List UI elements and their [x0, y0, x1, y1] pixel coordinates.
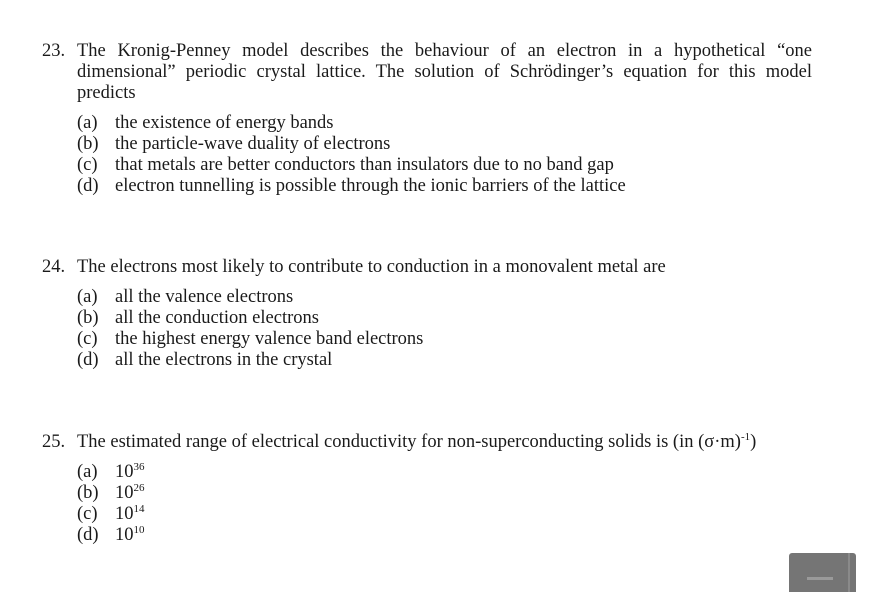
- question-text: The electrons most likely to contribute to conduction in a monovalent metal are: [77, 257, 666, 277]
- unit-exponent: -1: [740, 431, 751, 443]
- option-label: (c): [77, 155, 98, 175]
- option-label: (a): [77, 287, 98, 307]
- option-label: (a): [77, 113, 98, 133]
- power-exponent: 26: [133, 482, 145, 494]
- option-text: the highest energy valence band electrons: [115, 329, 424, 349]
- question-text: [77, 432, 812, 453]
- option-b: [77, 134, 812, 155]
- question-number: 24.: [42, 257, 66, 277]
- option-label: (b): [77, 134, 99, 154]
- option-text: all the valence electrons: [115, 287, 294, 307]
- option-label: (d): [77, 350, 99, 370]
- option-b: [77, 308, 812, 329]
- option-label: (d): [77, 525, 99, 545]
- option-d: [77, 525, 812, 546]
- option-c: [77, 155, 812, 176]
- power-base: 10: [115, 504, 134, 524]
- option-d: [77, 350, 812, 371]
- overlay-toggle-button[interactable]: [789, 553, 856, 592]
- power-exponent: 14: [133, 503, 145, 515]
- option-label: (d): [77, 176, 99, 196]
- option-text: the particle-wave duality of electrons: [115, 134, 391, 154]
- option-a: [77, 113, 812, 134]
- option-list: [77, 462, 812, 546]
- question-text: The Kronig-Penney model describes the behaviour of an electron in a hypothetical “one dimensional” periodic crystal lattice. The solution of Schrödinger’s equation for this model predicts: [77, 41, 812, 103]
- question-number: 23.: [42, 41, 66, 61]
- power-base: 10: [115, 483, 134, 503]
- minimize-icon: [807, 577, 833, 580]
- question-number: 25.: [42, 432, 66, 452]
- option-value: [115, 504, 145, 525]
- option-text: electron tunnelling is possible through the ionic barriers of the lattice: [115, 176, 626, 196]
- option-value: [115, 462, 145, 483]
- question-text-end: ): [750, 432, 757, 452]
- option-label: (c): [77, 504, 98, 524]
- question-text-main: The estimated range of electrical conductivity for non-superconducting solids is (in (σ·m): [77, 432, 741, 452]
- power-base: 10: [115, 462, 134, 482]
- option-label: (c): [77, 329, 98, 349]
- option-a: [77, 287, 812, 308]
- option-label: (a): [77, 462, 98, 482]
- option-text: the existence of energy bands: [115, 113, 334, 133]
- option-text: all the electrons in the crystal: [115, 350, 333, 370]
- question-23: [42, 41, 812, 197]
- widget-edge: [848, 553, 850, 592]
- power-exponent: 36: [133, 461, 145, 473]
- option-list: [77, 113, 812, 197]
- option-text: that metals are better conductors than insulators due to no band gap: [115, 155, 614, 175]
- option-a: [77, 462, 812, 483]
- option-list: [77, 287, 812, 371]
- option-value: [115, 525, 145, 546]
- option-label: (b): [77, 483, 99, 503]
- power-base: 10: [115, 525, 134, 545]
- option-value: [115, 483, 145, 504]
- option-text: all the conduction electrons: [115, 308, 319, 328]
- power-exponent: 10: [133, 524, 145, 536]
- question-24: [42, 257, 812, 371]
- option-d: [77, 176, 812, 197]
- option-c: [77, 329, 812, 350]
- option-label: (b): [77, 308, 99, 328]
- option-b: [77, 483, 812, 504]
- question-25: [42, 432, 812, 546]
- option-c: [77, 504, 812, 525]
